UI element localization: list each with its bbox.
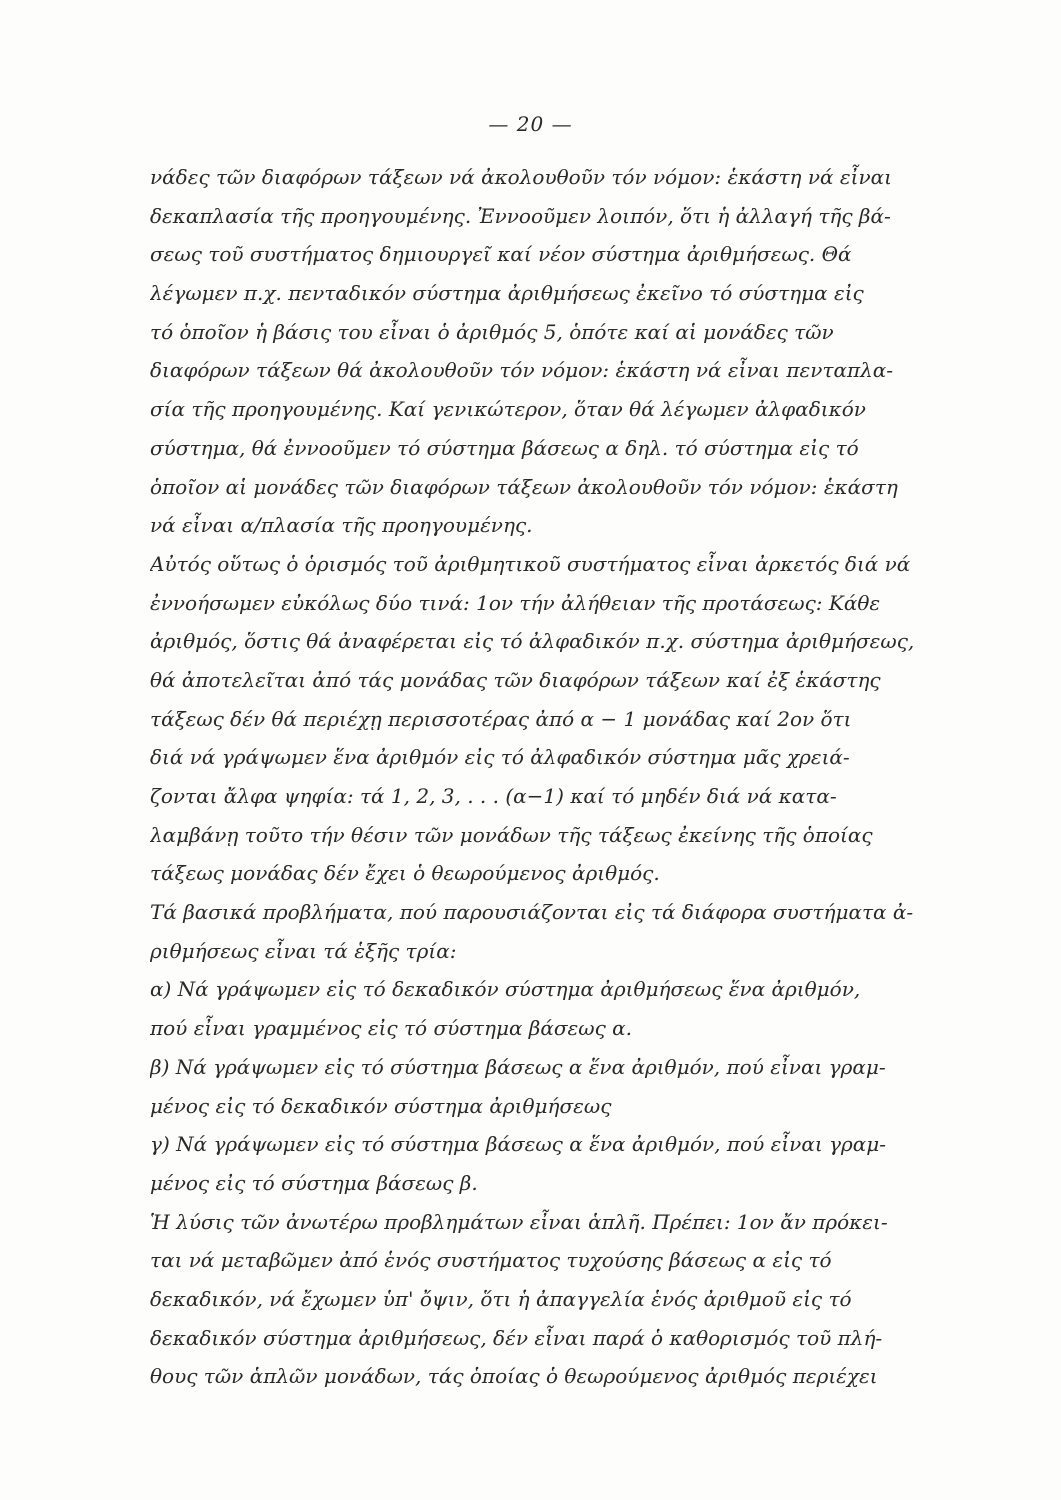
text-line: δεκαδικόν σύστημα ἀριθμήσεως, δέν εἶναι παρά ὁ καθορισμός τοῦ πλή-: [150, 1325, 883, 1350]
text-line: ἐννοήσωμεν εὐκόλως δύο τινά: 1ον τήν ἀλήθειαν τῆς προτάσεως: Κάθε: [150, 590, 881, 615]
text-line: γ) Νά γράψωμεν εἰς τό σύστημα βάσεως α ἕνα ἀριθμόν, πού εἶναι γραμ-: [150, 1132, 887, 1157]
text-line: ὁποῖον αἱ μονάδες τῶν διαφόρων τάξεων ἀκολουθοῦν τόν νόμον: ἑκάστη: [150, 474, 898, 499]
text-line: τάξεως μονάδας δέν ἔχει ὁ θεωρούμενος ἀριθμός.: [150, 861, 660, 886]
handwritten-text-body: [150, 158, 980, 1396]
text-line: ται νά μεταβῶμεν ἀπό ἑνός συστήματος τυχούσης βάσεως α εἰς τό: [150, 1248, 832, 1273]
text-line: ἀριθμός, ὅστις θά ἀναφέρεται εἰς τό ἀλφαδικόν π.χ. σύστημα ἀριθμήσεως,: [150, 629, 915, 654]
text-line: θά ἀποτελεῖται ἀπό τάς μονάδας τῶν διαφόρων τάξεων καί ἐξ ἑκάστης: [150, 667, 881, 692]
text-line: νά εἶναι α/πλασία τῆς προηγουμένης.: [150, 513, 533, 538]
text-line: πού εἶναι γραμμένος εἰς τό σύστημα βάσεως α.: [150, 1016, 632, 1041]
text-line: διά νά γράψωμεν ἕνα ἀριθμόν εἰς τό ἀλφαδικόν σύστημα μᾶς χρειά-: [150, 745, 850, 770]
text-line: λαμβάνῃ τοῦτο τήν θέσιν τῶν μονάδων τῆς τάξεως ἐκείνης τῆς ὁποίας: [150, 822, 873, 847]
text-line: β) Νά γράψωμεν εἰς τό σύστημα βάσεως α ἕνα ἀριθμόν, πού εἶναι γραμ-: [150, 1054, 886, 1079]
text-line: α) Νά γράψωμεν εἰς τό δεκαδικόν σύστημα ἀριθμήσεως ἕνα ἀριθμόν,: [150, 977, 861, 1002]
page-number: — 20 —: [488, 112, 573, 136]
text-line: τό ὁποῖον ἡ βάσις του εἶναι ὁ ἀριθμός 5, ὁπότε καί αἱ μονάδες τῶν: [150, 319, 834, 344]
text-line: μένος εἰς τό σύστημα βάσεως β.: [150, 1170, 478, 1195]
text-line: τάξεως δέν θά περιέχῃ περισσοτέρας ἀπό α − 1 μονάδας καί 2ον ὅτι: [150, 706, 852, 731]
text-line: Αὐτός οὕτως ὁ ὁρισμός τοῦ ἀριθμητικοῦ συστήματος εἶναι ἀρκετός διά νά: [150, 551, 911, 576]
text-line: μένος εἰς τό δεκαδικόν σύστημα ἀριθμήσεως: [150, 1093, 612, 1118]
text-line: δεκαδικόν, νά ἔχωμεν ὑπ' ὄψιν, ὅτι ἡ ἀπαγγελία ἑνός ἀριθμοῦ εἰς τό: [150, 1286, 852, 1311]
text-line: σύστημα, θά ἐννοοῦμεν τό σύστημα βάσεως α δηλ. τό σύστημα εἰς τό: [150, 435, 859, 460]
text-line: σία τῆς προηγουμένης. Καί γενικώτερον, ὅταν θά λέγωμεν ἀλφαδικόν: [150, 397, 866, 422]
text-line: δεκαπλασία τῆς προηγουμένης. Ἐννοοῦμεν λοιπόν, ὅτι ἡ ἀλλαγή τῆς βά-: [150, 203, 891, 228]
text-line: θους τῶν ἁπλῶν μονάδων, τάς ὁποίας ὁ θεωρούμενος ἀριθμός περιέχει: [150, 1364, 878, 1389]
text-line: ριθμήσεως εἶναι τά ἑξῆς τρία:: [150, 938, 457, 963]
text-line: ζονται ἄλφα ψηφία: τά 1, 2, 3, . . . (α−1) καί τό μηδέν διά νά κατα-: [150, 784, 837, 808]
text-line: Τά βασικά προβλήματα, πού παρουσιάζονται εἰς τά διάφορα συστήματα ἀ-: [150, 900, 914, 925]
text-line: νάδες τῶν διαφόρων τάξεων νά ἀκολουθοῦν τόν νόμον: ἑκάστη νά εἶναι: [150, 165, 892, 189]
text-line: σεως τοῦ συστήματος δημιουργεῖ καί νέον σύστημα ἀριθμήσεως. Θά: [150, 242, 852, 267]
text-line: λέγωμεν π.χ. πενταδικόν σύστημα ἀριθμήσεως ἐκεῖνο τό σύστημα εἰς: [150, 281, 864, 306]
text-line: διαφόρων τάξεων θά ἀκολουθοῦν τόν νόμον: ἑκάστη νά εἶναι πενταπλα-: [150, 358, 894, 383]
text-line: Ἡ λύσις τῶν ἀνωτέρω προβλημάτων εἶναι ἁπλῆ. Πρέπει: 1ον ἄν πρόκει-: [150, 1209, 888, 1234]
